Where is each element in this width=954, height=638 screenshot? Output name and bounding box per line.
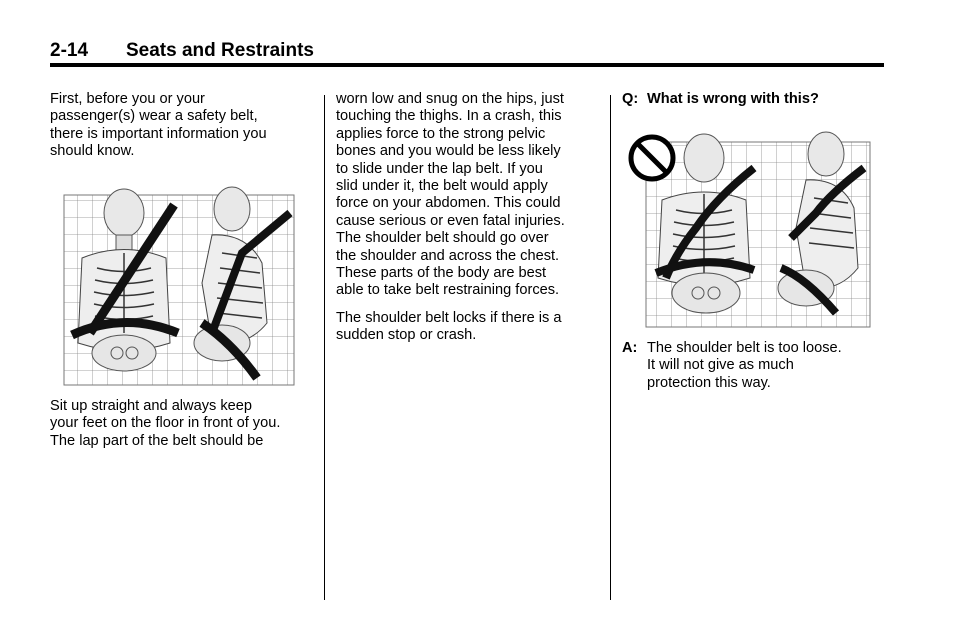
posture-paragraph (50, 398, 280, 450)
text-line: passenger(s) wear a safety belt, (50, 108, 258, 125)
text-line: Sit up straight and always keep (50, 398, 252, 414)
text-line: protection this way. (647, 374, 771, 391)
text-line: there is important information you (50, 125, 267, 142)
question-label: Q: (622, 91, 639, 107)
text-line: bones and you would be less likely (336, 143, 561, 160)
skeleton-correct-belt-illustration (62, 183, 298, 388)
page-header (50, 38, 884, 68)
page-number: 2-14 (50, 40, 89, 61)
text-line: touching the thighs. In a crash, this (336, 108, 562, 125)
belt-lock-paragraph (336, 310, 562, 345)
text-line: The shoulder belt locks if there is a (336, 310, 562, 326)
text-line: The lap part of the belt should be (50, 432, 264, 449)
section-title: Seats and Restraints (126, 40, 314, 61)
text-line: slid under it, the belt would apply (336, 178, 548, 195)
column-divider-1 (324, 95, 325, 600)
text-line: applies force to the strong pelvic (336, 125, 546, 142)
text-line: worn low and snug on the hips, just (336, 91, 564, 107)
answer-text (647, 340, 842, 392)
answer-label: A: (622, 340, 638, 356)
text-line: These parts of the body are best (336, 265, 547, 282)
text-line: to slide under the lap belt. If you (336, 160, 543, 177)
text-line: First, before you or your (50, 91, 205, 107)
question-block (622, 91, 882, 111)
text-line: sudden stop or crash. (336, 327, 477, 344)
intro-paragraph (50, 91, 267, 161)
text-line: able to take belt restraining forces. (336, 282, 560, 299)
answer-block (622, 340, 882, 396)
lap-belt-paragraph (336, 91, 565, 300)
text-line: force on your abdomen. This could (336, 195, 561, 212)
prohibition-icon (631, 137, 673, 179)
text-line: The shoulder belt is too loose. (647, 340, 842, 356)
text-line: cause serious or even fatal injuries. (336, 212, 565, 229)
text-line: It will not give as much (647, 357, 794, 374)
question-text: What is wrong with this? (647, 91, 819, 107)
column-divider-2 (610, 95, 611, 600)
text-line: the shoulder and across the chest. (336, 247, 560, 264)
header-rule (50, 63, 884, 67)
text-line: your feet on the floor in front of you. (50, 415, 281, 432)
text-line: The shoulder belt should go over (336, 230, 549, 247)
text-line: should know. (50, 143, 135, 160)
skeleton-loose-belt-illustration (626, 128, 872, 330)
